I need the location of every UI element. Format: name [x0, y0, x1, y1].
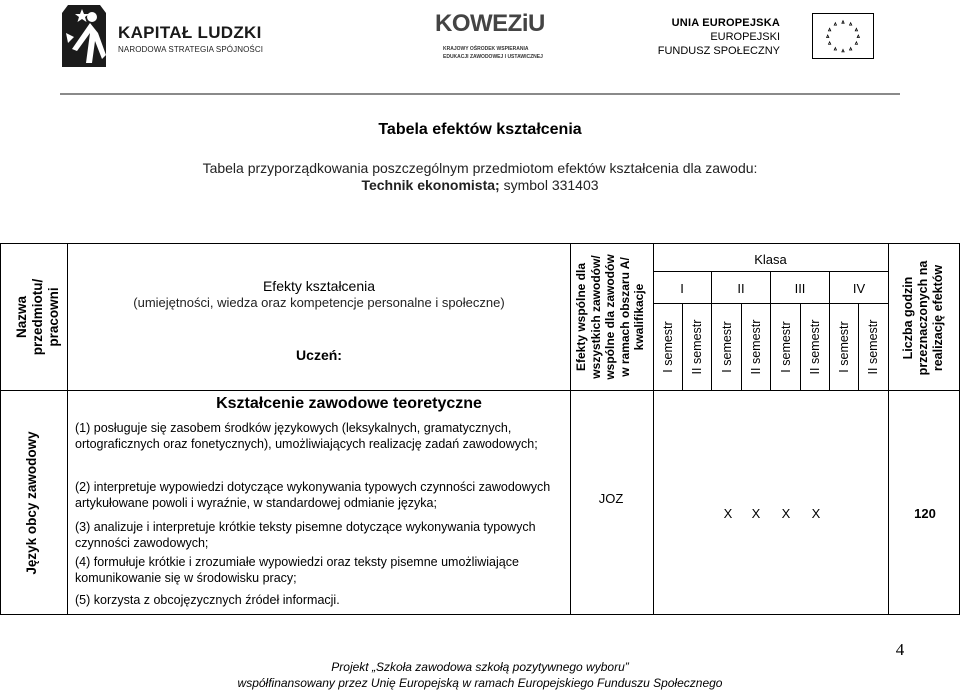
header-semester-4: II semestr	[749, 319, 763, 375]
table-border-left	[0, 243, 1, 615]
header-subject	[14, 247, 61, 387]
header-semester-8: II semestr	[866, 319, 880, 375]
col-divider-sem-1	[682, 303, 683, 391]
x-mark-klasa-4: X	[811, 506, 821, 521]
header-effects-title: Efekty kształcenia	[262, 278, 376, 294]
header-semester-5: I semestr	[779, 321, 793, 373]
table-border-bottom	[0, 614, 960, 615]
header-klasa-ii: II	[737, 281, 745, 296]
page-number: 4	[895, 640, 905, 659]
col-divider-common	[653, 243, 654, 615]
col-divider-hours	[888, 243, 889, 615]
kapital-ludzki-logo	[60, 3, 275, 69]
header-klasa-i: I	[680, 281, 684, 296]
kapital-ludzki-title: KAPITAŁ LUDZKI	[118, 23, 262, 42]
outcome-5: (5) korzysta z obcojęzycznych źródeł informacji.	[75, 593, 340, 607]
klasy-divider	[654, 303, 888, 304]
header-klasa: Klasa	[754, 252, 787, 267]
footer-project-line: Projekt „Szkoła zawodowa szkołą pozytywnego wyboru”	[331, 660, 629, 674]
effects-table	[0, 243, 960, 615]
header-logos	[0, 0, 960, 95]
document-profession-line	[0, 177, 960, 193]
header-effects-student: Uczeń:	[296, 347, 342, 363]
section-title: Kształcenie zawodowe teoretyczne	[216, 395, 482, 412]
x-mark-klasa-3: X	[781, 506, 791, 521]
col-divider-klasa-1	[711, 271, 712, 391]
outcome-2: (2) interpretuje wypowiedzi dotyczące wykonywania typowych czynności zawodowych artykułowane powoli i wyraźnie, w standardowej odmianie języka;	[75, 480, 551, 510]
header-subject-line-3: pracowni	[46, 287, 61, 347]
col-divider-effects	[570, 243, 571, 615]
koweziu-title: KOWEZiU	[435, 10, 545, 37]
header-semester-3: I semestr	[720, 321, 734, 373]
col-divider-klasa-3	[829, 271, 830, 391]
hours-value: 120	[914, 506, 936, 521]
eu-line-1: UNIA EUROPEJSKA	[671, 17, 780, 29]
header-common-effects	[574, 247, 650, 387]
outcome-3: (3) analizuje i interpretuje krótkie teksty pisemne dotyczące wykonywania typowych czynności zawodowych;	[75, 520, 536, 550]
kapital-ludzki-emblem-icon	[60, 3, 108, 69]
col-divider-klasa-2	[770, 271, 771, 391]
outcome-1: (1) posługuje się zasobem środków językowych (leksykalnych, gramatycznych, ortograficznych oraz fonetycznych), umożliwiających realizację zadań zawodowych;	[75, 421, 538, 451]
header-semester-6: II semestr	[808, 319, 822, 375]
header-common-line-1: Efekty wspólne dla	[574, 262, 588, 372]
header-hours-line-1: Liczba godzin	[901, 276, 915, 360]
koweziu-logo	[435, 10, 555, 65]
eu-logo	[657, 13, 880, 63]
header-semester-7: I semestr	[837, 321, 851, 373]
document-title: Tabela efektów kształcenia	[378, 121, 582, 138]
footer-funding-line: współfinansowany przez Unię Europejską w ramach Europejskiego Funduszu Społecznego	[237, 676, 723, 690]
subject-name: Język obcy zawodowy	[24, 431, 39, 575]
header-common-line-5: kwalifikacje	[632, 283, 646, 351]
header-hours	[901, 248, 947, 388]
kapital-ludzki-subtitle: NARODOWA STRATEGIA SPÓJNOŚCI	[118, 45, 264, 54]
koweziu-subtitle-2: EDUKACJI ZAWODOWEJ I USTAWICZNEJ	[443, 54, 543, 60]
x-mark-klasa-2: X	[751, 506, 761, 521]
col-divider-sem-5	[800, 303, 801, 391]
header-subject-line-2: przedmiotu/	[30, 278, 45, 356]
common-effects-code: JOZ	[598, 491, 624, 506]
x-mark-klasa-1: X	[723, 506, 733, 521]
header-semester-1: I semestr	[661, 321, 675, 373]
col-divider-sem-7	[858, 303, 859, 391]
header-klasa-iv: IV	[852, 281, 866, 296]
profession-name: Technik ekonomista;	[361, 177, 500, 193]
eu-line-2: EUROPEJSKI	[710, 31, 780, 43]
header-hours-line-2: przeznaczonych na	[916, 260, 930, 376]
header-hours-line-3: realizację efektów	[931, 264, 945, 372]
header-effects-subtitle: (umiejętności, wiedza oraz kompetencje personalne i społeczne)	[133, 295, 505, 310]
outcome-4: (4) formułuje krótkie i zrozumiałe wypowiedzi oraz teksty pisemne umożliwiające komunikowanie się w środowisku pracy;	[75, 555, 519, 585]
eu-flag-icon	[812, 13, 874, 59]
document-subtitle: Tabela przyporządkowania poszczególnym przedmiotom efektów kształcenia dla zawodu:	[202, 160, 758, 176]
profession-symbol: symbol 331403	[503, 177, 599, 193]
header-common-line-4: w ramach obszaru A/	[617, 257, 632, 377]
klasa-divider	[654, 271, 888, 272]
header-klasa-iii: III	[794, 281, 806, 296]
eu-line-3: FUNDUSZ SPOŁECZNY	[657, 45, 780, 57]
col-divider-sem-3	[741, 303, 742, 391]
header-semester-2: II semestr	[690, 319, 704, 375]
header-bottom-line	[0, 390, 960, 391]
koweziu-subtitle-1: KRAJOWY OŚRODEK WSPIERANIA	[443, 46, 529, 52]
header-common-line-3: wspólne dla zawodów	[603, 254, 617, 380]
header-common-line-2: wszystkich zawodów/	[588, 255, 603, 379]
header-divider	[60, 93, 900, 95]
header-subject-line-1: Nazwa	[14, 295, 29, 339]
table-border-top	[0, 243, 960, 244]
